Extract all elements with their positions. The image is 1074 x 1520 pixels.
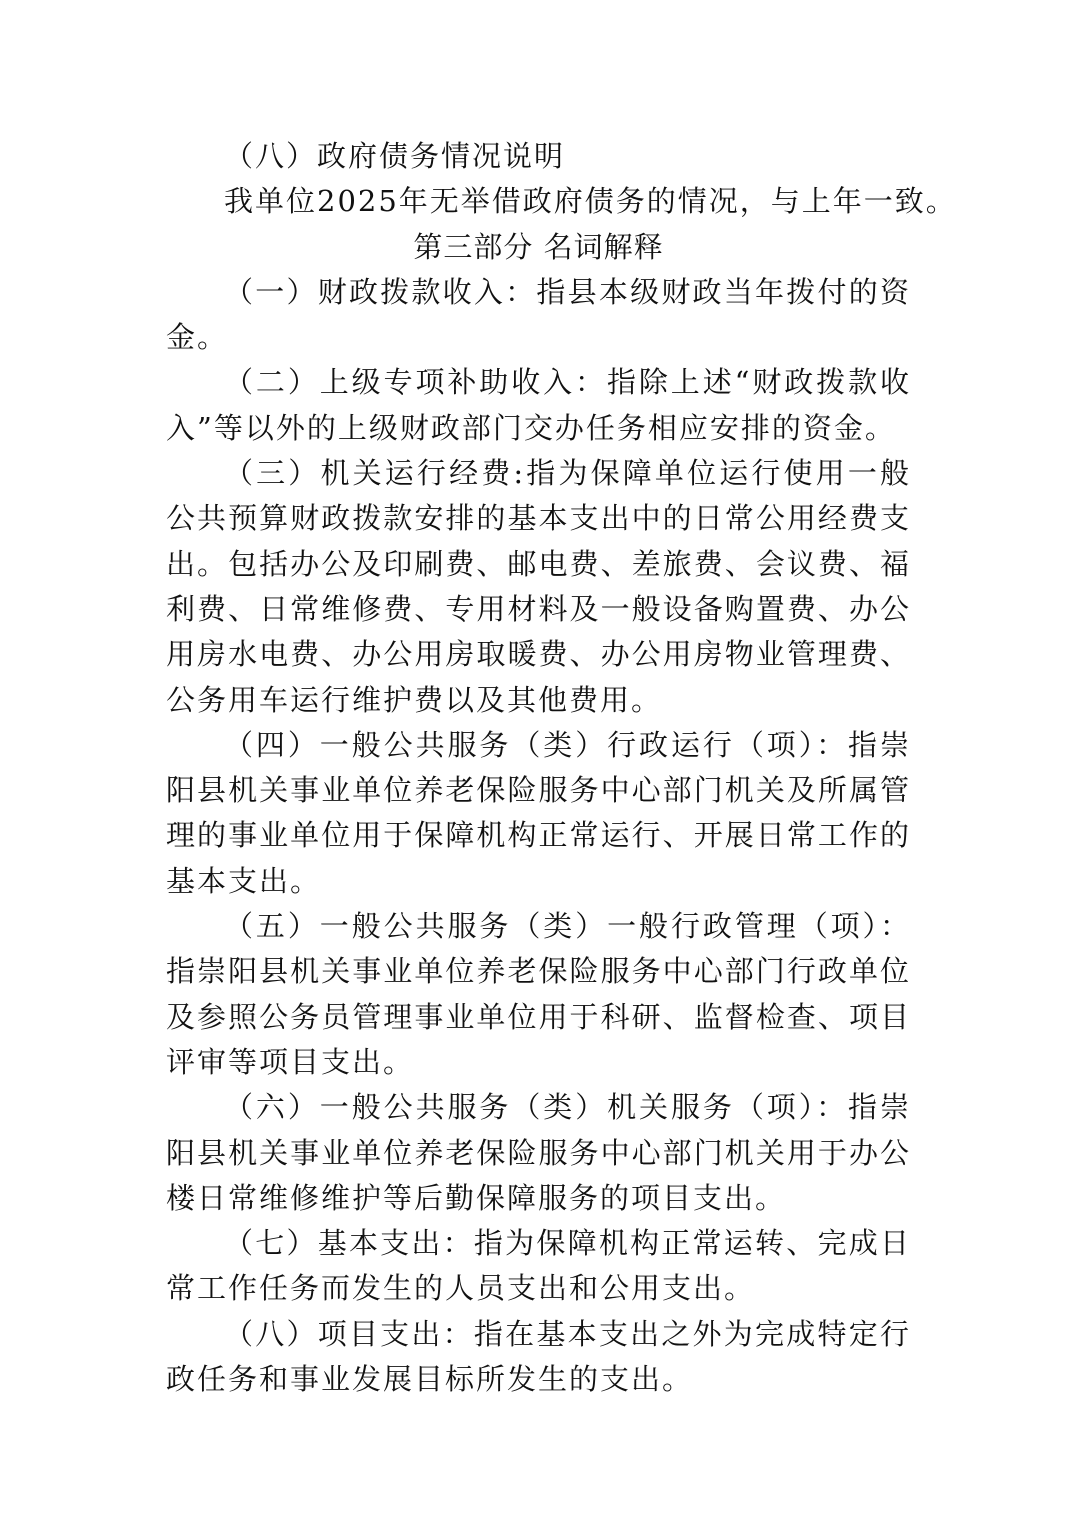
section8-heading: （八）政府债务情况说明	[224, 139, 566, 173]
term-8: （八）项目支出：指在基本支出之外为完成特定行政任务和事业发展目标所发生的支出。	[166, 1316, 911, 1397]
term-2: （二）上级专项补助收入：指除上述“财政拨款收入”等以外的上级财政部门交办任务相应安排的资金。	[166, 365, 911, 445]
document-page	[166, 134, 957, 1402]
term-6: （六）一般公共服务（类）机关服务（项）：指崇阳县机关事业单位养老保险服务中心部门机关用于办公楼日常维修维护等后勤保障服务的项目支出。	[166, 1090, 911, 1215]
term-4: （四）一般公共服务（类）行政运行（项）：指崇阳县机关事业单位养老保险服务中心部门机关及所属管理的事业单位用于保障机构正常运行、开展日常工作的基本支出。	[166, 727, 911, 898]
part3-title: 第三部分 名词解释	[413, 229, 664, 264]
term-5: （五）一般公共服务（类）一般行政管理（项）：指崇阳县机关事业单位养老保险服务中心部门行政单位及参照公务员管理事业单位用于科研、监督检查、项目评审等项目支出。	[166, 909, 911, 1079]
section8-body: 我单位2025年无举借政府债务的情况，与上年一致。	[224, 184, 957, 219]
term-1: （一）财政拨款收入：指县本级财政当年拨付的资金。	[166, 274, 911, 355]
term-7: （七）基本支出：指为保障机构正常运转、完成日常工作任务而发生的人员支出和公用支出。	[166, 1226, 911, 1306]
term-3: （三）机关运行经费:指为保障单位运行使用一般公共预算财政拨款安排的基本支出中的日常公用经费支出。包括办公及印刷费、邮电费、差旅费、会议费、福利费、日常维修费、专用材料及一般设备购置费、办公用房水电费、办公用房取暖费、办公用房物业管理费、公务用车运行维护费以及其他费用。	[166, 456, 911, 717]
